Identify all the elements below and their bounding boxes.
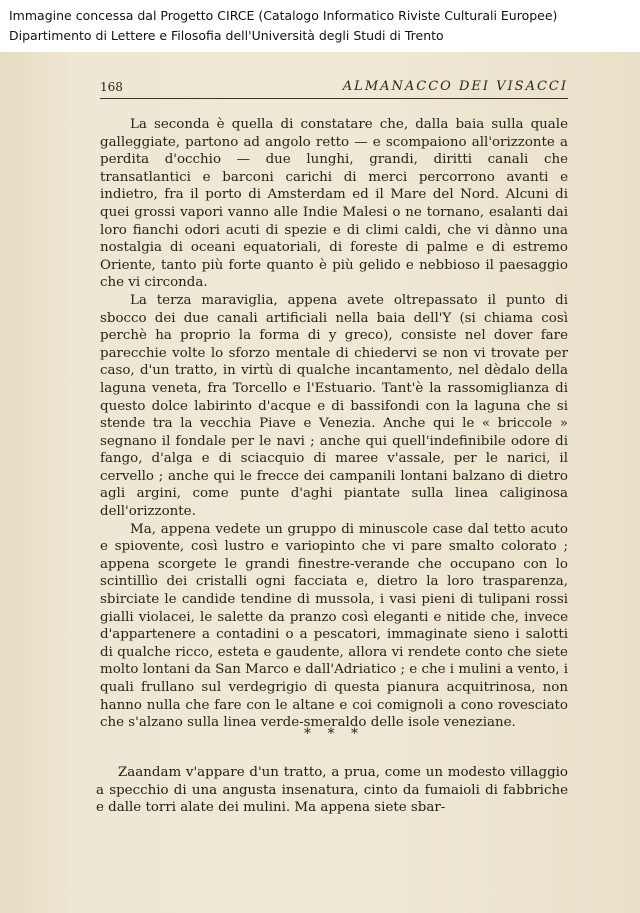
paragraph: Ma, appena vedete un gruppo di minuscole case dal tetto acuto e spiovente, così lustro e variopinto che vi pare smalto colorato ; appena scorgete le grandi finestre-verande che occupano con lo scintillìo dei cristalli ogni facciata e, dietro la loro trasparenza, sbirciate le candide tendine di mussola, i vasi pieni di tulipani rossi gialli violacei, le salette da pranzo così eleganti e nitide che, invece d'appartenere a contadini o a pescatori, immaginate sieno i salotti di qualche ricco, esteta e gaudente, allora vi rendete conto che siete molto lontani da San Marco e dall'Adriatico ; e che i mulini a vento, i quali frullano sul verdegrigio di questa pianura acquitrinosa, non hanno nulla che fare con le altane e coi comignoli a cono rovesciato che s'alzano sulla linea verde-smeraldo delle isole veneziane.: [100, 521, 568, 731]
running-header: [100, 78, 568, 98]
main-text: [100, 116, 568, 732]
source-banner: [0, 0, 640, 52]
header-rule: [100, 98, 568, 99]
paragraph: La terza maraviglia, appena avete oltrepassato il punto di sbocco dei due canali artificiali nella baia dell'Y (si chiama così perchè ha proprio la forma di y greco), consiste nel dover fare parecchie volte lo sforzo mentale di chiedervi se non vi trovate per caso, d'un tratto, in virtù di qualche incantamento, nel dèdalo della laguna veneta, fra Torcello e l'Estuario. Tant'è la rassomiglianza di questo dolce labirinto d'acque e di bassifondi con la laguna che si stende tra la vecchia Piave e Venezia. Anche qui le « briccole » segnano il fondale per le navi ; anche qui quell'indefinibile odore di fango, d'alga e di sciacquio di maree v'assale, per le narici, il cervello ; anche qui le frecce dei campanili lontani balzano di dietro agli argini, come punte d'aghi piantate sulla linea caliginosa dell'orizzonte.: [100, 292, 568, 520]
paragraph: Zaandam v'appare d'un tratto, a prua, come un modesto villaggio a specchio di una angusta insenatura, cinto da fumaioli di fabbriche e dalle torri alate dei mulini. Ma appena siete sbar-: [96, 765, 568, 816]
banner-line-1: Immagine concessa dal Progetto CIRCE (Catalogo Informatico Riviste Culturali Europee): [9, 8, 558, 23]
banner-line-2: Dipartimento di Lettere e Filosofia dell'Università degli Studi di Trento: [9, 28, 444, 43]
scanned-page: [0, 52, 640, 913]
page-number: 168: [100, 80, 123, 94]
section-separator: * * *: [304, 726, 364, 742]
running-title: ALMANACCO DEI VISACCI: [342, 79, 568, 94]
closing-text: [96, 764, 568, 817]
paragraph: La seconda è quella di constatare che, dalla baia sulla quale galleggiate, partono ad angolo retto — e scompaiono all'orizzonte a perdita d'occhio — due lunghi, grandi, diritti canali che transatlantici e barconi carichi di merci percorrono avanti e indietro, fra il porto di Amsterdam ed il Mare del Nord. Alcuni di quei grossi vapori vanno alle Indie Malesi o ne tornano, esalanti dai loro fianchi odori acuti di spezie e di climi caldi, che vi dànno una nostalgia di oceani equatoriali, di foreste di palme e di estremo Oriente, tanto più forte quanto è più gelido e nebbioso il paesaggio che vi circonda.: [100, 117, 568, 291]
